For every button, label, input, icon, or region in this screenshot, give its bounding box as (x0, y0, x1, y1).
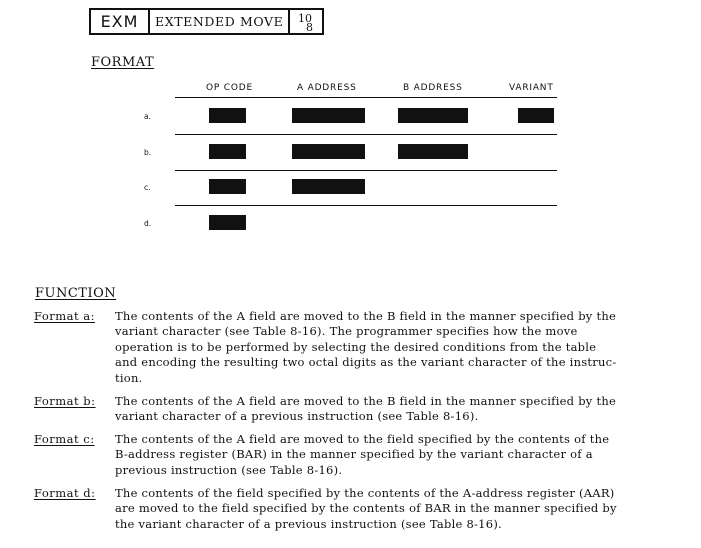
format-c-description (115, 432, 670, 478)
col-op-code: OP CODE (206, 83, 253, 93)
description-line: and encoding the resulting two octal digits as the variant character of the instruc- (115, 355, 617, 370)
description-line: are moved to the field specified by the contents of BAR in the manner specified by (115, 501, 617, 516)
row-divider (175, 134, 557, 135)
description-line: B-address register (BAR) in the manner specified by the variant character of a (115, 447, 593, 462)
format-b-description (115, 394, 670, 425)
row-divider (175, 170, 557, 171)
description-line: The contents of the A field are moved to the B field in the manner specified by the (115, 309, 617, 323)
description-line: operation is to be performed by selecting the desired conditions from the table (115, 339, 597, 354)
description-line: variant character of a previous instruction (see Table 8-16). (115, 409, 479, 424)
opcode-value: 10 (298, 12, 312, 25)
description-line: The contents of the field specified by the contents of the A-address register (AAR) (115, 486, 615, 500)
description-line: The contents of the A field are moved to the field specified by the contents of the (115, 432, 610, 446)
op-code-field (209, 179, 246, 194)
opcode (290, 10, 322, 33)
format-row-label: c. (144, 183, 151, 192)
b-address-field (398, 108, 468, 123)
op-code-field (209, 215, 246, 230)
format-row-label: b. (144, 148, 152, 157)
format-a-description (115, 309, 670, 386)
variant-field (518, 108, 554, 123)
format-b-label: Format b: (34, 394, 96, 408)
description-line: previous instruction (see Table 8-16). (115, 462, 343, 477)
b-address-field (398, 144, 468, 159)
op-code-field (209, 144, 246, 159)
format-d-label: Format d: (34, 486, 96, 500)
function-title: FUNCTION (35, 286, 117, 301)
instruction-header (89, 8, 324, 35)
format-row-label: a. (144, 112, 151, 121)
col-variant: VARIANT (509, 83, 554, 93)
format-c-label: Format c: (34, 432, 95, 446)
op-code-field (209, 108, 246, 123)
row-divider (175, 97, 557, 98)
description-line: the variant character of a previous instruction (see Table 8-16). (115, 516, 502, 531)
format-row-label: d. (144, 219, 152, 228)
description-line: tion. (115, 370, 143, 385)
col-a-address: A ADDRESS (297, 83, 357, 93)
description-line: The contents of the A field are moved to the B field in the manner specified by the (115, 394, 617, 408)
row-divider (175, 205, 557, 206)
col-b-address: B ADDRESS (403, 83, 463, 93)
format-a-label: Format a: (34, 309, 96, 323)
instruction-name: EXTENDED MOVE (150, 10, 290, 33)
mnemonic: EXM (91, 10, 150, 33)
a-address-field (292, 108, 365, 123)
description-line: variant character (see Table 8-16). The programmer specifies how the move (115, 324, 578, 339)
format-d-description (115, 486, 670, 532)
a-address-field (292, 179, 365, 194)
opcode-base: 8 (306, 21, 313, 34)
a-address-field (292, 144, 365, 159)
format-title: FORMAT (91, 55, 155, 70)
